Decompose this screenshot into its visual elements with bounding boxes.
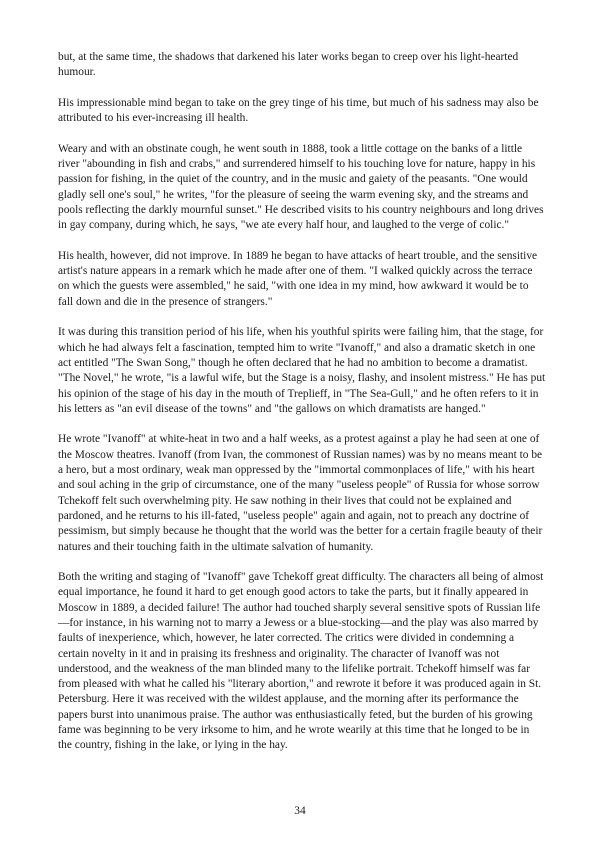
- page-number: 34: [294, 805, 306, 817]
- page-body: [58, 50, 546, 769]
- paragraph: His impressionable mind began to take on the grey tinge of his time, but much of his sadness may also be attributed to his ever-increasing ill health.: [58, 96, 539, 125]
- paragraph: but, at the same time, the shadows that darkened his later works began to creep over his light-hearted humour.: [58, 51, 519, 79]
- paragraph: His health, however, did not improve. In 1889 he began to have attacks of heart trouble, and the sensitive artist's nature appears in a remark which he made after one of them. "I walked quickly across the terrace on which the guests were assembled," he said, "with one idea in my mind, how awkward it would be to fall down and die in the presence of strangers.": [58, 249, 538, 308]
- paragraph: He wrote "Ivanoff" at white-heat in two and a half weeks, as a protest against a play he had seen at one of the Moscow theatres. Ivanoff (from Ivan, the commonest of Russian names) was by no means meant to be a hero, but a most ordinary, weak man oppressed by the "immortal commonplaces of life," with his heart and soul aching in the grip of circumstance, one of the many "useless people" of Russia for whose sorrow Tchekoff felt such overwhelming pity. He saw nothing in their lives that could not be explained and pardoned, and he returns to his ill-fated, "useless people" again and again, not to preach any doctrine of pessimism, but simply because he thought that the world was the better for a certain fragile beauty of their natures and their touching faith in the ultimate salvation of humanity.: [58, 433, 543, 553]
- paragraph: Weary and with an obstinate cough, he went south in 1888, took a little cottage on the banks of a little river "abounding in fish and crabs," and surrendered himself to his touching love for nature, happy in his passion for fishing, in the quiet of the country, and in the music and gaiety of the peasants. "One would gladly sell one's soul," he writes, "for the pleasure of seeing the warm evening sky, and the streams and pools reflecting the darkly mournful sunset." He described visits to his country neighbours and long drives in gay company, during which, he says, "we ate every half hour, and laughed to the verge of colic.": [58, 142, 544, 232]
- paragraph: It was during this transition period of his life, when his youthful spirits were failing him, that the stage, for which he had always felt a fascination, tempted him to write "Ivanoff," and also a dramatic sketch in one act entitled "The Swan Song," though he often declared that he had no ambition to become a dramatist. "The Novel," he wrote, "is a lawful wife, but the Stage is a noisy, flashy, and insolent mistress." He has put his opinion of the stage of his day in the mouth of Treplieff, in "The Sea-Gull," and he often refers to it in his letters as "an evil disease of the towns" and "the gallows on which dramatists are hanged.": [58, 326, 546, 415]
- paragraph: Both the writing and staging of "Ivanoff" gave Tchekoff great difficulty. The characters all being of almost equal importance, he found it hard to get enough good actors to take the parts, but it finally appeared in Moscow in 1889, a decided failure! The author had touched sharply several sensitive spots of Russian life—for instance, in his warning not to marry a Jewess or a blue-stocking—and the play was also marred by faults of inexperience, which, however, he later corrected. The critics were divided in condemning a certain novelty in it and in praising its freshness and originality. The character of Ivanoff was not understood, and the weakness of the man blinded many to the lifelike portrait. Tchekoff himself was far from pleased with what he called his "literary abortion," and rewrote it before it was produced again in St. Petersburg. Here it was received with the wildest applause, and the morning after its performance the papers burst into unanimous praise. The author was enthusiastically feted, but the burden of his growing fame was beginning to be very irksome to him, and he wrote wearily at this time that he longed to be in the country, fishing in the lake, or lying in the hay.: [58, 571, 544, 752]
